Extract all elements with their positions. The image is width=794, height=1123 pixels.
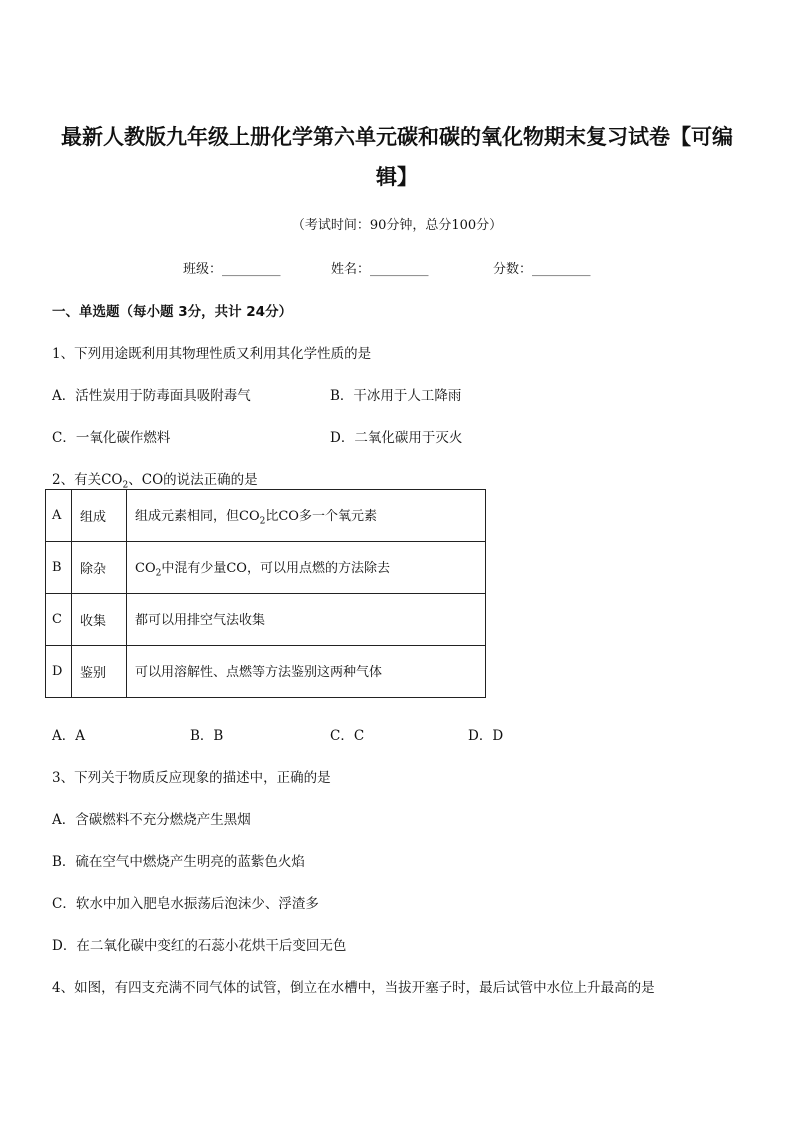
row-key: B: [46, 542, 72, 594]
question-2-option-d: D．D: [468, 728, 504, 744]
row-item: 组成: [72, 490, 127, 542]
question-2-option-c: C．C: [330, 728, 365, 744]
row-description: $CO_2$中混有少量CO，可以用点燃的方法除去: [127, 542, 486, 594]
question-2-option-a: A．A: [52, 728, 85, 744]
row-description: 可以用溶解性、点燃等方法鉴别这两种气体: [127, 646, 486, 698]
question-1-stem: 1、下列用途既利用其物理性质又利用其化学性质的是: [52, 346, 372, 362]
row-description: 组成元素相同，但$CO_2$比CO多一个氧元素: [127, 490, 486, 542]
page-title: 最新人教版九年级上册化学第六单元碳和碳的氧化物期末复习试卷【可编辑】: [61, 125, 733, 189]
section-heading: 一、单选题（每小题 3分，共计 24分）: [52, 304, 293, 320]
question-2-table: [45, 489, 486, 698]
row-item: 鉴别: [72, 646, 127, 698]
table-row: [46, 594, 486, 646]
score-field: 分数：_________: [493, 262, 591, 277]
row-item: 收集: [72, 594, 127, 646]
question-3-stem: 3、下列关于物质反应现象的描述中，正确的是: [52, 770, 331, 786]
table-row: [46, 490, 486, 542]
row-description: 都可以用排空气法收集: [127, 594, 486, 646]
table-row: [46, 542, 486, 594]
question-1-option-a: A．活性炭用于防毒面具吸附毒气: [52, 388, 251, 404]
row-item: 除杂: [72, 542, 127, 594]
question-2-stem: 2、有关$CO_2$、CO的说法正确的是: [52, 472, 258, 491]
question-3-option-a: A．含碳燃料不充分燃烧产生黑烟: [52, 812, 251, 828]
question-1-option-c: C．一氧化碳作燃料: [52, 430, 171, 446]
question-3-option-d: D．在二氧化碳中变红的石蕊小花烘干后变回无色: [52, 938, 347, 954]
question-2-option-b: B．B: [190, 728, 224, 744]
row-key: A: [46, 490, 72, 542]
exam-time-note: （考试时间：90分钟，总分100分）: [291, 218, 503, 233]
question-1-option-d: D．二氧化碳用于灭火: [330, 430, 463, 446]
name-field: 姓名：_________: [331, 262, 429, 277]
question-1-option-b: B．干冰用于人工降雨: [330, 388, 462, 404]
class-field: 班级：_________: [183, 262, 281, 277]
row-key: D: [46, 646, 72, 698]
row-key: C: [46, 594, 72, 646]
question-4-stem: 4、如图，有四支充满不同气体的试管，倒立在水槽中，当拔开塞子时，最后试管中水位上升最高的是: [52, 980, 655, 996]
question-3-option-c: C．软水中加入肥皂水振荡后泡沫少、浮渣多: [52, 896, 319, 912]
question-3-option-b: B．硫在空气中燃烧产生明亮的蓝紫色火焰: [52, 854, 305, 870]
table-row: [46, 646, 486, 698]
